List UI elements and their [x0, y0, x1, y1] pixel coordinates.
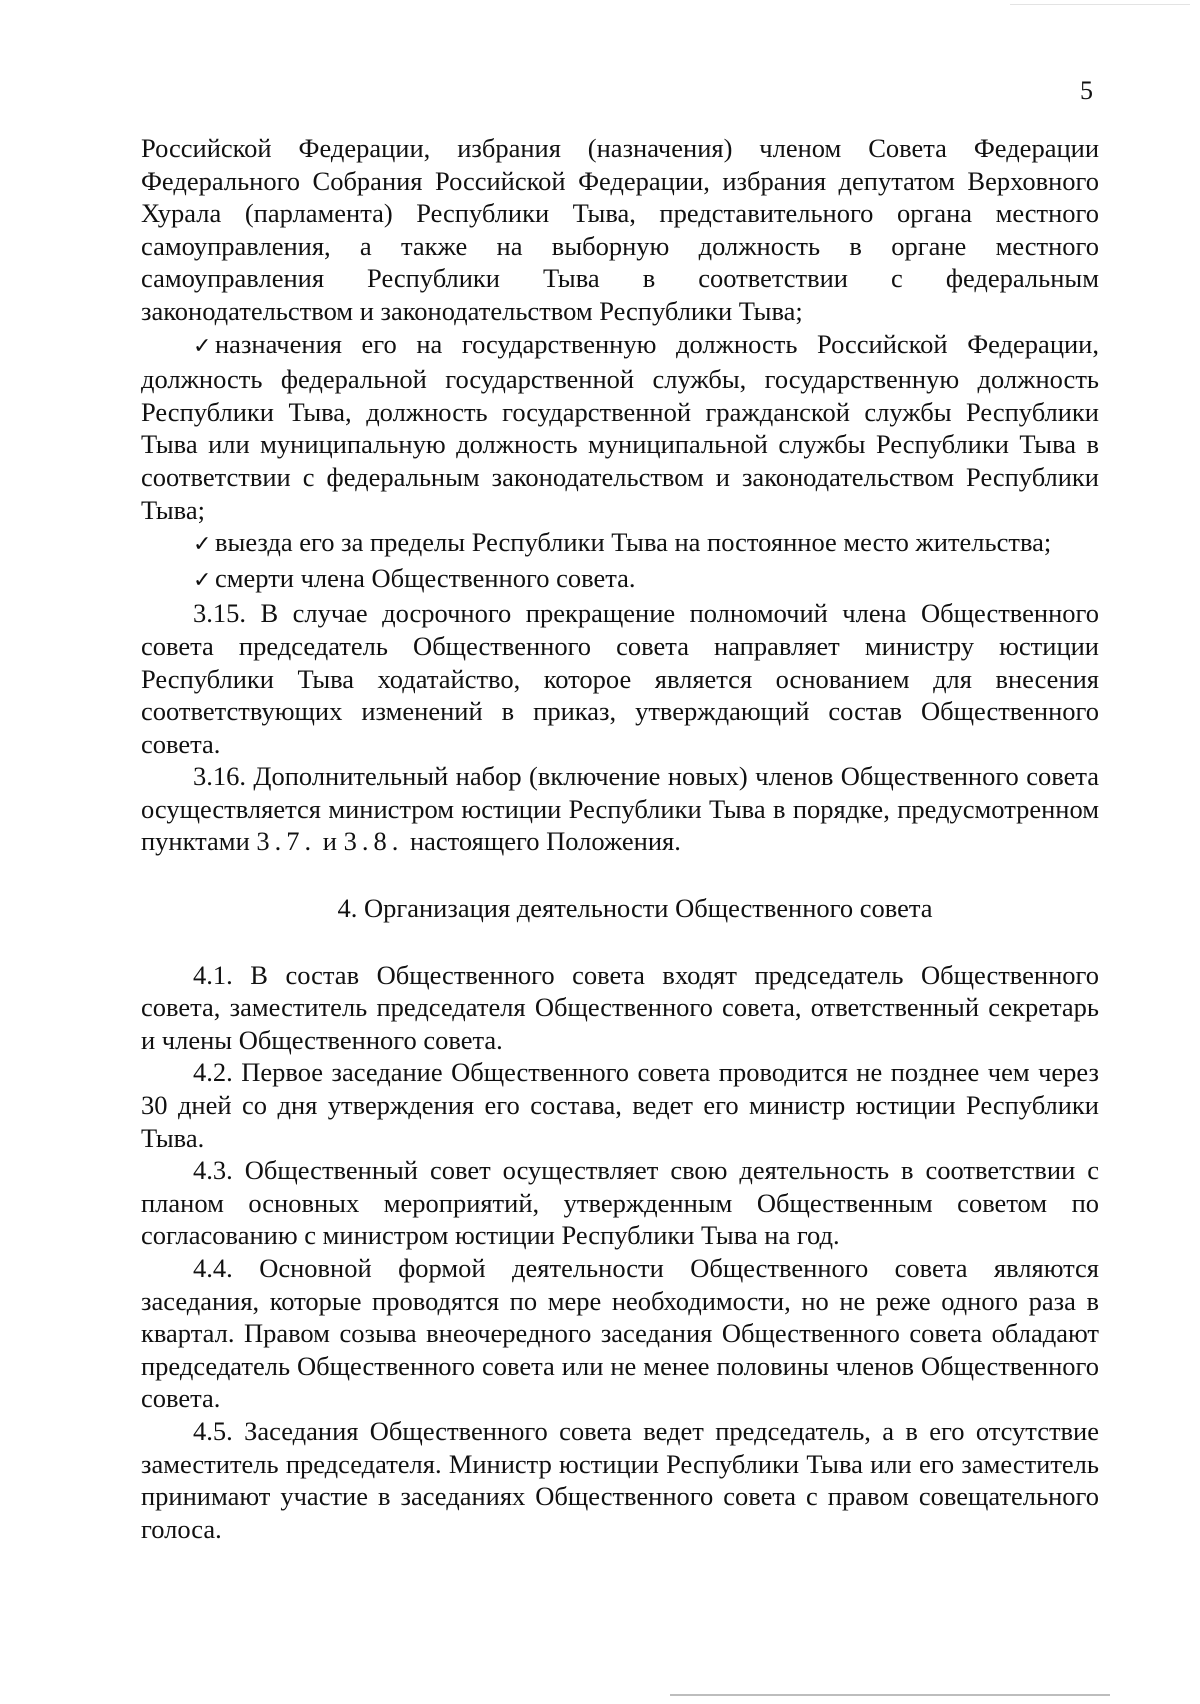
bullet-item-death: [141, 562, 1099, 598]
clause-4-1: 4.1. В состав Общественного совета входят председатель Общественного совета, заместитель председателя Общественного совета, ответственный секретарь и члены Общественного совета.: [141, 959, 1099, 1055]
check-mark-icon: ✓: [193, 567, 212, 593]
clause-3-16: [141, 760, 1099, 858]
check-mark-icon: ✓: [193, 532, 212, 558]
clause-reference: 3.7.: [256, 826, 317, 857]
clause-4-2: 4.2. Первое заседание Общественного совета проводится не позднее чем через 30 дней со дня утверждения его состава, ведет его министр юстиции Республики Тыва.: [141, 1057, 1099, 1153]
scan-artifact-line: [670, 1694, 1110, 1696]
page-number: 5: [1080, 76, 1093, 105]
bullet-item-appointment: [141, 328, 1099, 527]
clause-text: 3.16. Дополнительный набор (включение новых) членов Общественного совета осуществляется министром юстиции Республики Тыва в порядке, предусмотренном пунктами: [141, 761, 1099, 857]
clause-4-3: 4.3. Общественный совет осуществляет свою деятельность в соответствии с планом основных мероприятий, утвержденным Общественным советом по согласованию с министром юстиции Республики Тыва на год.: [141, 1155, 1099, 1251]
paragraph-continuation: Российской Федерации, избрания (назначения) членом Совета Федерации Федерального Собрания Российской Федерации, избрания депутатом Верховного Хурала (парламента) Республики Тыва, представительного органа местного самоуправления, а также на выборную должность в органе местного самоуправления Республики Тыва в соответствии с федеральным законодательством и законодательством Республики Тыва;: [141, 133, 1099, 326]
check-mark-icon: ✓: [193, 333, 212, 359]
scan-artifact-line: [1010, 4, 1190, 5]
bullet-item-departure: [141, 526, 1099, 562]
bullet-text: смерти члена Общественного совета.: [215, 562, 636, 593]
clause-reference: 3.8.: [343, 826, 404, 857]
bullet-text: назначения его на государственную должность Российской Федерации, должность федеральной государственной службы, государственную должность Республики Тыва, должность государственной гражданской службы Республики Тыва или муниципальную должность муниципальной службы Республики Тыва в соответствии с федеральным законодательством и законодательством Республики Тыва;: [141, 328, 1099, 525]
bullet-text: выезда его за пределы Республики Тыва на постоянное место жительства;: [215, 527, 1052, 558]
clause-text: настоящего Положения.: [403, 826, 681, 857]
clause-text: и: [316, 826, 344, 857]
section-heading: 4. Организация деятельности Общественного совета: [337, 893, 933, 924]
clause-4-4: 4.4. Основной формой деятельности Общественного совета являются заседания, которые проводятся по мере необходимости, но не реже одного раза в квартал. Правом созыва внеочередного заседания Общественного совета обладают председатель Общественного совета или не менее половины членов Общественного совета.: [141, 1253, 1099, 1414]
clause-3-15: 3.15. В случае досрочного прекращение полномочий члена Общественного совета председатель Общественного совета направляет министру юстиции Республики Тыва ходатайство, которое является основанием для внесения соответствующих изменений в приказ, утверждающий состав Общественного совета.: [141, 598, 1099, 759]
clause-4-5: 4.5. Заседания Общественного совета ведет председатель, а в его отсутствие заместитель председателя. Министр юстиции Республики Тыва или его заместитель принимают участие в заседаниях Общественного совета с правом совещательного голоса.: [141, 1415, 1099, 1544]
document-body: [141, 132, 1099, 1545]
